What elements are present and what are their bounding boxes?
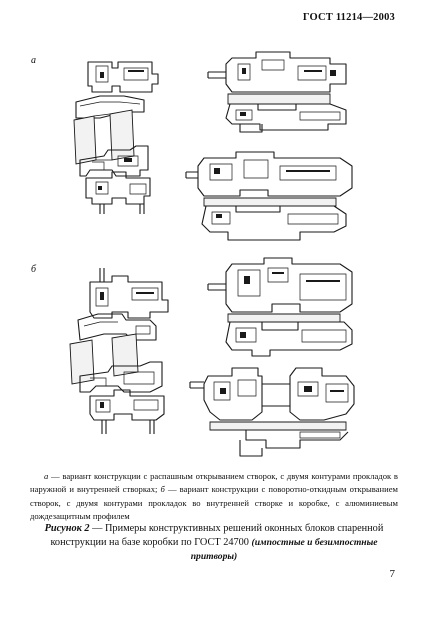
- page-number: 7: [389, 568, 395, 580]
- figure-label-a: а: [31, 55, 36, 66]
- section-b-left: [70, 268, 168, 434]
- section-a-right-top: [208, 52, 346, 132]
- legend-b-text: — вариант конструкции с поворотно-откидным открыванием створок, с двумя контурами прокладок во внутренней створке и коробке, с алюминиевым дождезащитным профилем: [30, 484, 398, 522]
- section-a-left: [74, 62, 158, 214]
- figure-legend: [30, 470, 398, 524]
- legend-b-letter: б: [160, 484, 165, 495]
- figure-label-b: б: [31, 264, 37, 275]
- section-b-right-bottom: [190, 368, 354, 456]
- section-a-right-bottom: [186, 152, 352, 240]
- section-b-right-top: [208, 258, 352, 356]
- caption-note: (импостные и безимпостные притворы): [190, 537, 378, 562]
- figure-caption: [30, 522, 398, 564]
- document-header: ГОСТ 11214—2003: [302, 12, 395, 23]
- caption-text: — Примеры конструктивных решений оконных блоков спаренной конструкции на базе коробки по ГОСТ 24700: [50, 523, 384, 548]
- legend-a-text: — вариант конструкции с распашным открыванием створок, с двумя контурами прокладок в наружной и внутренней створках;: [30, 471, 398, 495]
- legend-a-letter: а: [44, 471, 49, 481]
- caption-label: Рисунок 2: [44, 523, 90, 534]
